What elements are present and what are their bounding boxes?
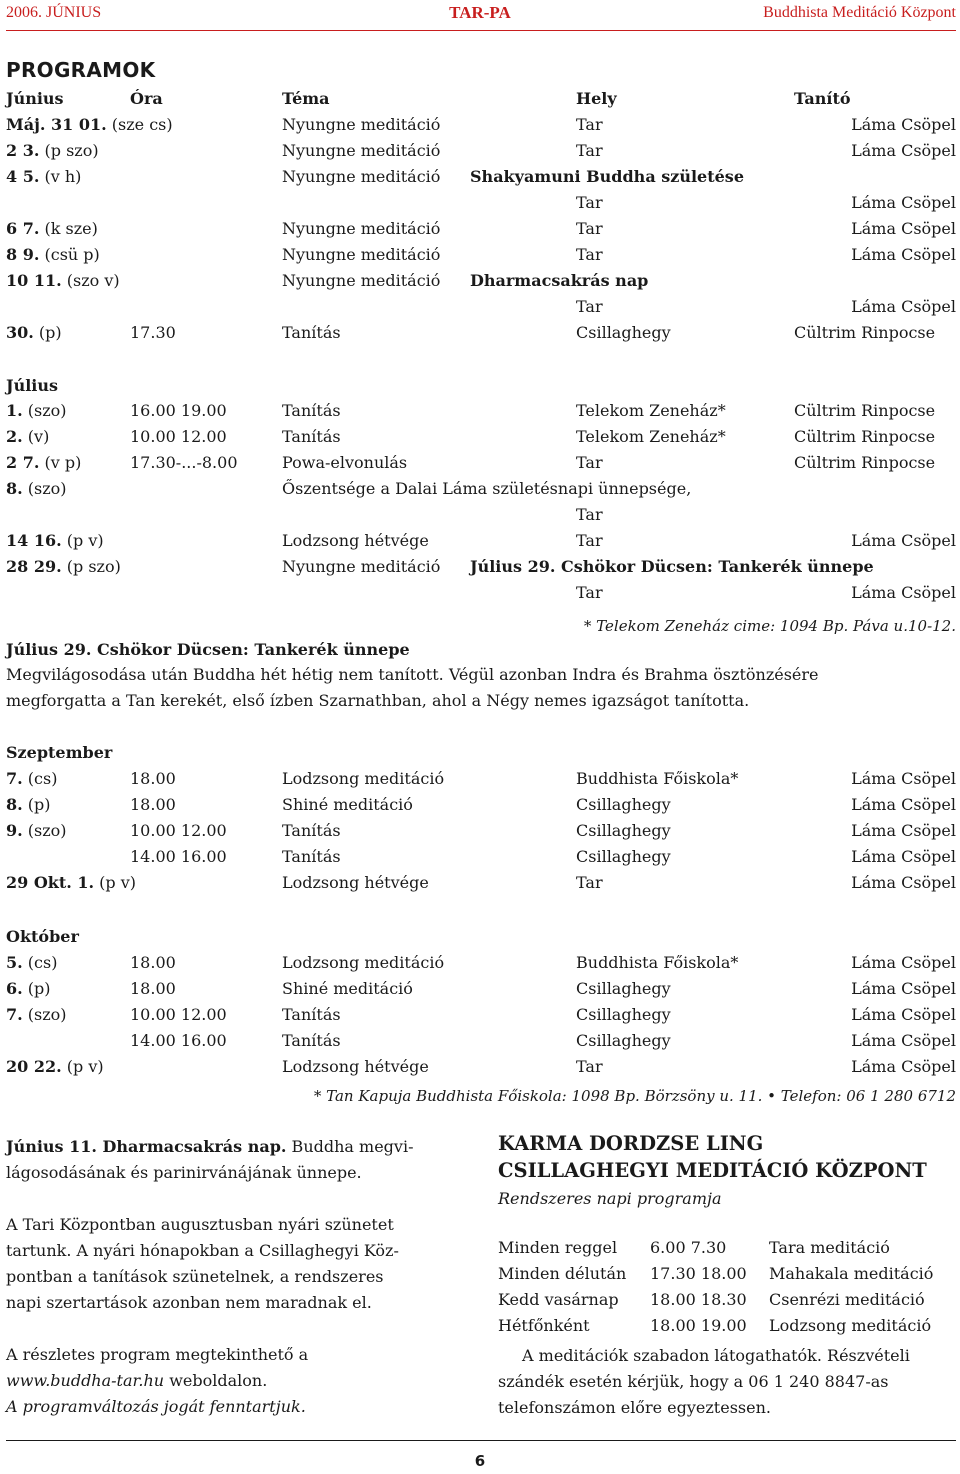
schedule-caption: Rendszeres napi programja [498, 1189, 722, 1208]
row-place: Tar [576, 115, 603, 134]
visit-line: A meditációk szabadon látogathatók. Részvételi [522, 1346, 910, 1365]
website-rest: weboldalon. [164, 1371, 268, 1390]
page-title: PROGRAMOK [6, 58, 156, 82]
row-teacher: Cültrim Rinpocse [794, 323, 936, 342]
schedule-row [0, 1028, 960, 1054]
schedule-row [0, 950, 960, 976]
row-weekday: (csü p) [39, 245, 100, 264]
daily-when: Kedd vasárnap [498, 1290, 619, 1309]
row-teacher: Láma Csöpel [851, 245, 956, 264]
row-place: Tar [576, 141, 603, 160]
row-place: Tar [576, 1057, 603, 1076]
row-teacher: Láma Csöpel [851, 141, 956, 160]
row-topic: Tanítás [282, 847, 341, 866]
row-place: Csillaghegy [576, 1031, 671, 1050]
center-subtitle: CSILLAGHEGYI MEDITÁCIÓ KÖZPONT [498, 1159, 927, 1182]
row-place: Tar [576, 531, 603, 550]
schedule-row [0, 502, 960, 528]
schedule-row [0, 398, 960, 424]
row-teacher: Láma Csöpel [851, 219, 956, 238]
center-title: KARMA DORDZSE LING [498, 1132, 764, 1155]
row-date [6, 245, 100, 264]
row-place: Csillaghegy [576, 1005, 671, 1024]
row-time: 17.30 [130, 323, 176, 342]
row-date-num: 8 9. [6, 245, 40, 264]
daily-row [0, 1290, 960, 1316]
row-date-num: 10 11. [6, 271, 62, 290]
row-teacher: Láma Csöpel [851, 531, 956, 550]
july-footnote: * Telekom Zeneház cime: 1094 Bp. Páva u.10-12. [583, 617, 956, 635]
schedule-row [0, 138, 960, 164]
row-date [6, 479, 67, 498]
row-time: 18.00 [130, 953, 176, 972]
row-teacher: Cültrim Rinpocse [794, 427, 936, 446]
row-teacher: Láma Csöpel [851, 1031, 956, 1050]
row-date-num: 20 22. [6, 1057, 62, 1076]
row-topic: Nyungne meditáció [282, 271, 441, 290]
row-date-num: 4 5. [6, 167, 40, 186]
row-place: Telekom Zeneház* [576, 401, 726, 420]
row-date-num: 30. [6, 323, 34, 342]
row-teacher: Láma Csöpel [851, 847, 956, 866]
row-place: Csillaghegy [576, 795, 671, 814]
schedule-row [0, 976, 960, 1002]
summer-line: napi szertartások azonban nem maradnak el. [6, 1293, 372, 1312]
july29-line: megforgatta a Tan kerekét, első ízben Szarnathban, ahol a Négy nemes igazságot tanította. [6, 691, 750, 710]
col-header-place: Hely [576, 89, 617, 108]
footer-rule [6, 1440, 956, 1441]
schedule-row [0, 268, 960, 294]
row-date-num: 2. [6, 427, 23, 446]
row-topic: Nyungne meditáció [282, 245, 441, 264]
row-date [6, 401, 67, 420]
row-teacher: Láma Csöpel [851, 795, 956, 814]
row-weekday: (szo) [22, 1005, 67, 1024]
june11-line2: lágosodásának és parinirvánájának ünnepe. [6, 1163, 362, 1182]
row-place: Buddhista Főiskola* [576, 953, 739, 972]
header-rule [6, 30, 956, 31]
row-time: 10.00 12.00 [130, 1005, 227, 1024]
row-weekday: (p v) [94, 873, 137, 892]
row-teacher: Láma Csöpel [851, 1005, 956, 1024]
schedule-row [0, 216, 960, 242]
row-weekday: (cs) [22, 953, 58, 972]
row-date [6, 979, 51, 998]
row-date-num: 7. [6, 1005, 23, 1024]
schedule-row [0, 164, 960, 190]
row-time: 10.00 12.00 [130, 821, 227, 840]
page-number: 6 [474, 1452, 486, 1470]
row-weekday: (szo) [22, 821, 67, 840]
schedule-row [0, 112, 960, 138]
col-header-time: Óra [130, 89, 163, 108]
row-date [6, 531, 104, 550]
schedule-row [0, 528, 960, 554]
schedule-row [0, 320, 960, 346]
row-teacher: Cültrim Rinpocse [794, 453, 936, 472]
row-weekday: (p) [22, 979, 51, 998]
october-footnote: * Tan Kapuja Buddhista Főiskola: 1098 Bp. Börzsöny u. 11. • Telefon: 06 1 280 6712 [313, 1087, 956, 1105]
row-teacher: Láma Csöpel [851, 769, 956, 788]
row-date-num: 6. [6, 979, 23, 998]
row-date [6, 795, 51, 814]
june-column-headers [0, 86, 960, 112]
disclaimer: A programváltozás jogát fenntartjuk. [6, 1397, 306, 1416]
daily-row [0, 1316, 960, 1342]
row-place: Tar [576, 873, 603, 892]
row-place: Tar [576, 193, 603, 212]
schedule-row [0, 450, 960, 476]
header-date: 2006. JÚNIUS [6, 4, 102, 21]
row-time: 18.00 [130, 769, 176, 788]
july29-text [6, 662, 956, 714]
daily-activity: Tara meditáció [769, 1238, 890, 1257]
row-topic: Nyungne meditáció [282, 167, 441, 186]
row-topic: Lodzsong meditáció [282, 953, 445, 972]
row-teacher: Cültrim Rinpocse [794, 401, 936, 420]
daily-activity: Csenrézi meditáció [769, 1290, 925, 1309]
row-date-num: 8. [6, 479, 23, 498]
row-time: 14.00 16.00 [130, 847, 227, 866]
row-topic: Lodzsong hétvége [282, 1057, 429, 1076]
row-teacher: Láma Csöpel [851, 953, 956, 972]
row-topic: Lodzsong hétvége [282, 873, 429, 892]
row-weekday: (p szo) [39, 141, 99, 160]
july29-line: Megvilágosodása után Buddha hét hétig nem tanított. Végül azonban Indra és Brahma ösztönzésére [6, 665, 819, 684]
row-date-num: 1. [6, 401, 23, 420]
row-topic: Nyungne meditáció [282, 115, 441, 134]
row-place: Csillaghegy [576, 323, 671, 342]
daily-time: 6.00 7.30 [650, 1238, 727, 1257]
row-weekday: (k sze) [39, 219, 98, 238]
june11-bold: Június 11. Dharmacsakrás nap. [6, 1137, 287, 1156]
daily-time: 17.30 18.00 [650, 1264, 747, 1283]
row-topic: Őszentsége a Dalai Láma születésnapi ünnepsége, [282, 479, 692, 498]
schedule-row [0, 1002, 960, 1028]
row-teacher: Láma Csöpel [851, 821, 956, 840]
row-place: Csillaghegy [576, 821, 671, 840]
row-date [6, 557, 121, 576]
row-place: Tar [576, 297, 603, 316]
row-date-num: 28 29. [6, 557, 62, 576]
col-header-topic: Téma [282, 89, 330, 108]
row-date [6, 769, 57, 788]
row-topic: Lodzsong hétvége [282, 531, 429, 550]
col-header-month: Június [6, 89, 64, 108]
row-special-event: Július 29. Cshökor Dücsen: Tankerék ünnepe [470, 557, 874, 576]
row-time: 16.00 19.00 [130, 401, 227, 420]
row-date [6, 323, 62, 342]
schedule-row [0, 476, 960, 502]
row-teacher: Láma Csöpel [851, 1057, 956, 1076]
daily-when: Minden délután [498, 1264, 627, 1283]
row-date [6, 821, 67, 840]
daily-time: 18.00 19.00 [650, 1316, 747, 1335]
row-date [6, 873, 136, 892]
row-weekday: (cs) [22, 769, 58, 788]
row-weekday: (szo v) [61, 271, 120, 290]
row-topic: Tanítás [282, 1031, 341, 1050]
row-place: Csillaghegy [576, 979, 671, 998]
row-time: 17.30-...-8.00 [130, 453, 238, 472]
row-date [6, 953, 57, 972]
row-place: Csillaghegy [576, 847, 671, 866]
row-place: Tar [576, 453, 603, 472]
schedule-row [0, 870, 960, 896]
schedule-row [0, 844, 960, 870]
running-header [0, 0, 960, 26]
row-date-num: 14 16. [6, 531, 62, 550]
daily-when: Minden reggel [498, 1238, 618, 1257]
september-heading: Szeptember [6, 743, 113, 762]
schedule-row [0, 294, 960, 320]
row-time: 10.00 12.00 [130, 427, 227, 446]
row-weekday: (szo) [22, 479, 67, 498]
row-date-num: 5. [6, 953, 23, 972]
row-teacher: Láma Csöpel [851, 979, 956, 998]
row-place: Tar [576, 219, 603, 238]
row-topic: Tanítás [282, 401, 341, 420]
schedule-row [0, 190, 960, 216]
summer-line: pontban a tanítások szünetelnek, a rendszeres [6, 1267, 384, 1286]
header-center-name: Buddhista Meditáció Központ [763, 4, 956, 21]
row-place: Tar [576, 245, 603, 264]
row-teacher: Láma Csöpel [851, 297, 956, 316]
row-teacher: Láma Csöpel [851, 873, 956, 892]
header-title: TAR-PA [449, 3, 511, 22]
col-header-teacher: Tanító [794, 89, 851, 108]
row-topic: Nyungne meditáció [282, 557, 441, 576]
daily-row [0, 1238, 960, 1264]
schedule-row [0, 818, 960, 844]
website-link[interactable]: www.buddha-tar.hu [6, 1371, 165, 1390]
row-topic: Nyungne meditáció [282, 141, 441, 160]
row-date [6, 167, 81, 186]
row-date [6, 1057, 104, 1076]
row-weekday: (v h) [39, 167, 82, 186]
row-weekday: (v) [22, 427, 50, 446]
row-place: Buddhista Főiskola* [576, 769, 739, 788]
row-date-num: 6 7. [6, 219, 40, 238]
row-date [6, 1005, 67, 1024]
row-topic: Lodzsong meditáció [282, 769, 445, 788]
schedule-row [0, 766, 960, 792]
visit-note [498, 1343, 956, 1421]
july-heading: Július [6, 376, 58, 395]
schedule-row [0, 242, 960, 268]
row-weekday: (sze cs) [106, 115, 173, 134]
row-teacher: Láma Csöpel [851, 193, 956, 212]
row-weekday: (szo) [22, 401, 67, 420]
visit-line: szándék esetén kérjük, hogy a 06 1 240 8847-as [498, 1372, 889, 1391]
summer-line: A Tari Központban augusztusban nyári szünetet [6, 1215, 394, 1234]
daily-row [0, 1264, 960, 1290]
visit-line: telefonszámon előre egyeztessen. [498, 1398, 771, 1417]
row-weekday: (p) [33, 323, 62, 342]
row-topic: Tanítás [282, 427, 341, 446]
schedule-row [0, 792, 960, 818]
row-place: Tar [576, 583, 603, 602]
row-topic: Tanítás [282, 1005, 341, 1024]
row-topic: Shiné meditáció [282, 795, 413, 814]
row-topic: Tanítás [282, 821, 341, 840]
row-topic: Tanítás [282, 323, 341, 342]
row-date-num: 29 Okt. 1. [6, 873, 95, 892]
july29-heading: Július 29. Cshökor Dücsen: Tankerék ünnepe [6, 640, 410, 659]
website-line [6, 1368, 476, 1394]
row-time: 18.00 [130, 795, 176, 814]
row-date-num: Máj. 31 01. [6, 115, 107, 134]
row-date-num: 2 7. [6, 453, 40, 472]
schedule-row [0, 554, 960, 580]
row-weekday: (p) [22, 795, 51, 814]
june11-rest: Buddha megvi- [286, 1137, 414, 1156]
row-date-num: 9. [6, 821, 23, 840]
row-place: Telekom Zeneház* [576, 427, 726, 446]
row-weekday: (p v) [61, 1057, 104, 1076]
row-date-num: 8. [6, 795, 23, 814]
row-topic: Powa-elvonulás [282, 453, 408, 472]
row-weekday: (v p) [39, 453, 82, 472]
row-date [6, 219, 98, 238]
row-weekday: (p v) [61, 531, 104, 550]
june11-paragraph [6, 1134, 476, 1160]
schedule-row [0, 1054, 960, 1080]
row-date [6, 115, 173, 134]
schedule-row [0, 424, 960, 450]
row-date-num: 2 3. [6, 141, 40, 160]
row-teacher: Láma Csöpel [851, 583, 956, 602]
row-date [6, 427, 49, 446]
october-heading: Október [6, 927, 79, 946]
summer-line: tartunk. A nyári hónapokban a Csillaghegyi Köz- [6, 1241, 399, 1260]
details-line: A részletes program megtekinthető a [6, 1345, 309, 1364]
row-time: 18.00 [130, 979, 176, 998]
row-teacher: Láma Csöpel [851, 115, 956, 134]
row-date [6, 141, 99, 160]
row-topic: Nyungne meditáció [282, 219, 441, 238]
daily-when: Hétfőnként [498, 1316, 590, 1335]
row-place: Tar [576, 505, 603, 524]
daily-activity: Lodzsong meditáció [769, 1316, 932, 1335]
row-date [6, 271, 120, 290]
row-date-num: 7. [6, 769, 23, 788]
row-special-event: Dharmacsakrás nap [470, 271, 649, 290]
row-topic: Shiné meditáció [282, 979, 413, 998]
row-time: 14.00 16.00 [130, 1031, 227, 1050]
daily-activity: Mahakala meditáció [769, 1264, 934, 1283]
schedule-row [0, 580, 960, 606]
daily-time: 18.00 18.30 [650, 1290, 747, 1309]
row-date [6, 453, 81, 472]
row-weekday: (p szo) [61, 557, 121, 576]
row-special-event: Shakyamuni Buddha születése [470, 167, 744, 186]
